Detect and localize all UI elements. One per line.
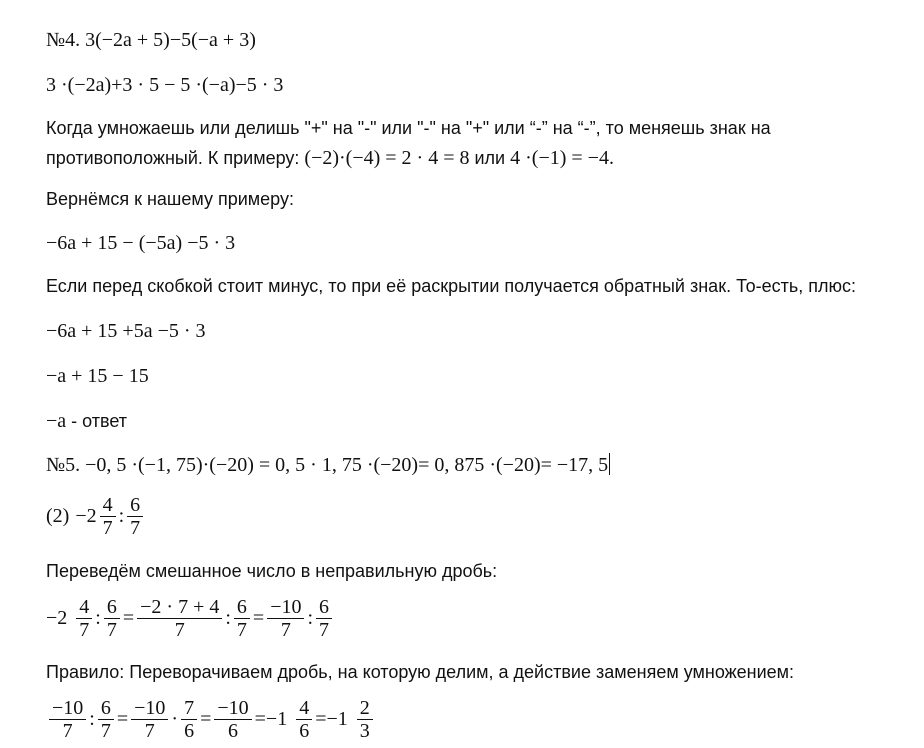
numerator: 6 xyxy=(236,596,247,618)
denominator: 7 xyxy=(127,516,143,539)
numerator: 2 xyxy=(359,697,370,719)
numerator: −10 xyxy=(52,697,84,719)
fraction xyxy=(98,697,114,742)
sign-rule-text-a: Когда умножаешь или делишь "+" на "-" или "-" на "+" или “-” на “-”, то меняешь знак на xyxy=(46,118,771,138)
numerator: 4 xyxy=(102,494,113,516)
denominator: 7 xyxy=(234,618,250,641)
problem-4-header: №4. 3(−2a + 5)−5(−a + 3) xyxy=(46,29,256,51)
denominator: 7 xyxy=(137,618,222,641)
sign-rule-or: или xyxy=(474,148,506,168)
problem-4-answer xyxy=(46,407,127,435)
numerator: 6 xyxy=(106,596,117,618)
mixed-whole: −1 xyxy=(265,708,288,730)
fraction xyxy=(296,697,312,742)
numerator: 4 xyxy=(299,697,310,719)
equals-sign: = xyxy=(315,708,327,730)
numerator: 6 xyxy=(130,494,141,516)
denominator: 6 xyxy=(296,719,312,742)
fraction xyxy=(357,697,373,742)
multiply-operator: · xyxy=(171,708,179,730)
denominator: 7 xyxy=(49,719,86,742)
fraction xyxy=(76,596,92,641)
colon-operator: : xyxy=(118,505,125,527)
equals-sign: = xyxy=(252,607,265,629)
denominator: 7 xyxy=(316,618,332,641)
answer-label: - ответ xyxy=(66,411,128,431)
numerator: −10 xyxy=(217,697,249,719)
numerator: −10 xyxy=(134,697,166,719)
division-rule-text: Правило: Переворачиваем дробь, на которую делим, а действие заменяем умножением: xyxy=(46,662,795,682)
text-cursor xyxy=(609,453,610,475)
fraction xyxy=(316,596,332,641)
problem-4-step2: −6a + 15 − (−5a) −5 · 3 xyxy=(46,232,236,254)
numerator: 4 xyxy=(79,596,90,618)
sign-rule-paragraph xyxy=(46,113,866,173)
equals-sign: = xyxy=(122,607,135,629)
answer-variable: −a xyxy=(46,410,67,432)
problem-5-header xyxy=(46,451,610,479)
fraction xyxy=(137,596,222,641)
problem-4-step1: 3 ·(−2a)+3 · 5 − 5 ·(−a)−5 · 3 xyxy=(46,74,284,96)
fraction xyxy=(127,494,143,539)
denominator: 3 xyxy=(357,719,373,742)
fraction xyxy=(234,596,250,641)
colon-operator: : xyxy=(89,708,95,730)
denominator: 7 xyxy=(104,618,120,641)
denominator: 7 xyxy=(100,516,116,539)
return-text: Вернёмся к нашему примеру: xyxy=(46,189,294,209)
fraction xyxy=(100,494,116,539)
denominator: 6 xyxy=(214,719,251,742)
denominator: 7 xyxy=(76,618,92,641)
denominator: 7 xyxy=(267,618,304,641)
denominator: 7 xyxy=(131,719,168,742)
problem-2-final-row xyxy=(46,697,376,742)
sign-rule-example-2: 4 ·(−1) = −4. xyxy=(510,147,614,169)
problem-4-step4: −a + 15 − 15 xyxy=(46,365,149,387)
fraction xyxy=(267,596,304,641)
numerator: −10 xyxy=(270,596,302,618)
numerator: −2 · 7 + 4 xyxy=(140,596,220,618)
convert-text: Переведём смешанное число в неправильную дробь: xyxy=(46,561,498,581)
problem-2-expression xyxy=(46,494,146,539)
equals-sign: = xyxy=(200,708,212,730)
sign-rule-text-b: противоположный. К примеру: xyxy=(46,148,300,168)
problem-2-conversion-row xyxy=(46,596,335,641)
mixed-whole: −2 xyxy=(46,607,68,629)
mixed-whole: −2 xyxy=(75,505,97,527)
denominator: 6 xyxy=(181,719,197,742)
numerator: 7 xyxy=(184,697,195,719)
fraction xyxy=(181,697,197,742)
denominator: 7 xyxy=(98,719,114,742)
mixed-whole: −1 xyxy=(326,708,348,730)
numerator: 6 xyxy=(319,596,330,618)
problem-2-label: (2) xyxy=(46,505,70,527)
minus-rule-text: Если перед скобкой стоит минус, то при её раскрытии получается обратный знак. То-есть, плюс: xyxy=(46,276,857,296)
fraction xyxy=(131,697,168,742)
numerator: 6 xyxy=(100,697,111,719)
fraction xyxy=(214,697,251,742)
colon-operator: : xyxy=(307,607,314,629)
equals-sign: = xyxy=(254,708,266,730)
problem-5-expression: №5. −0, 5 ·(−1, 75)·(−20) = 0, 5 · 1, 75 ·(−20)= 0, 875 ·(−20)= −17, 5 xyxy=(46,454,609,476)
problem-4-step3: −6a + 15 +5a −5 · 3 xyxy=(46,320,206,342)
colon-operator: : xyxy=(225,607,231,629)
colon-operator: : xyxy=(95,607,101,629)
fraction xyxy=(49,697,86,742)
equals-sign: = xyxy=(116,708,129,730)
sign-rule-example-1: (−2)·(−4) = 2 · 4 = 8 xyxy=(304,147,470,169)
fraction xyxy=(104,596,120,641)
